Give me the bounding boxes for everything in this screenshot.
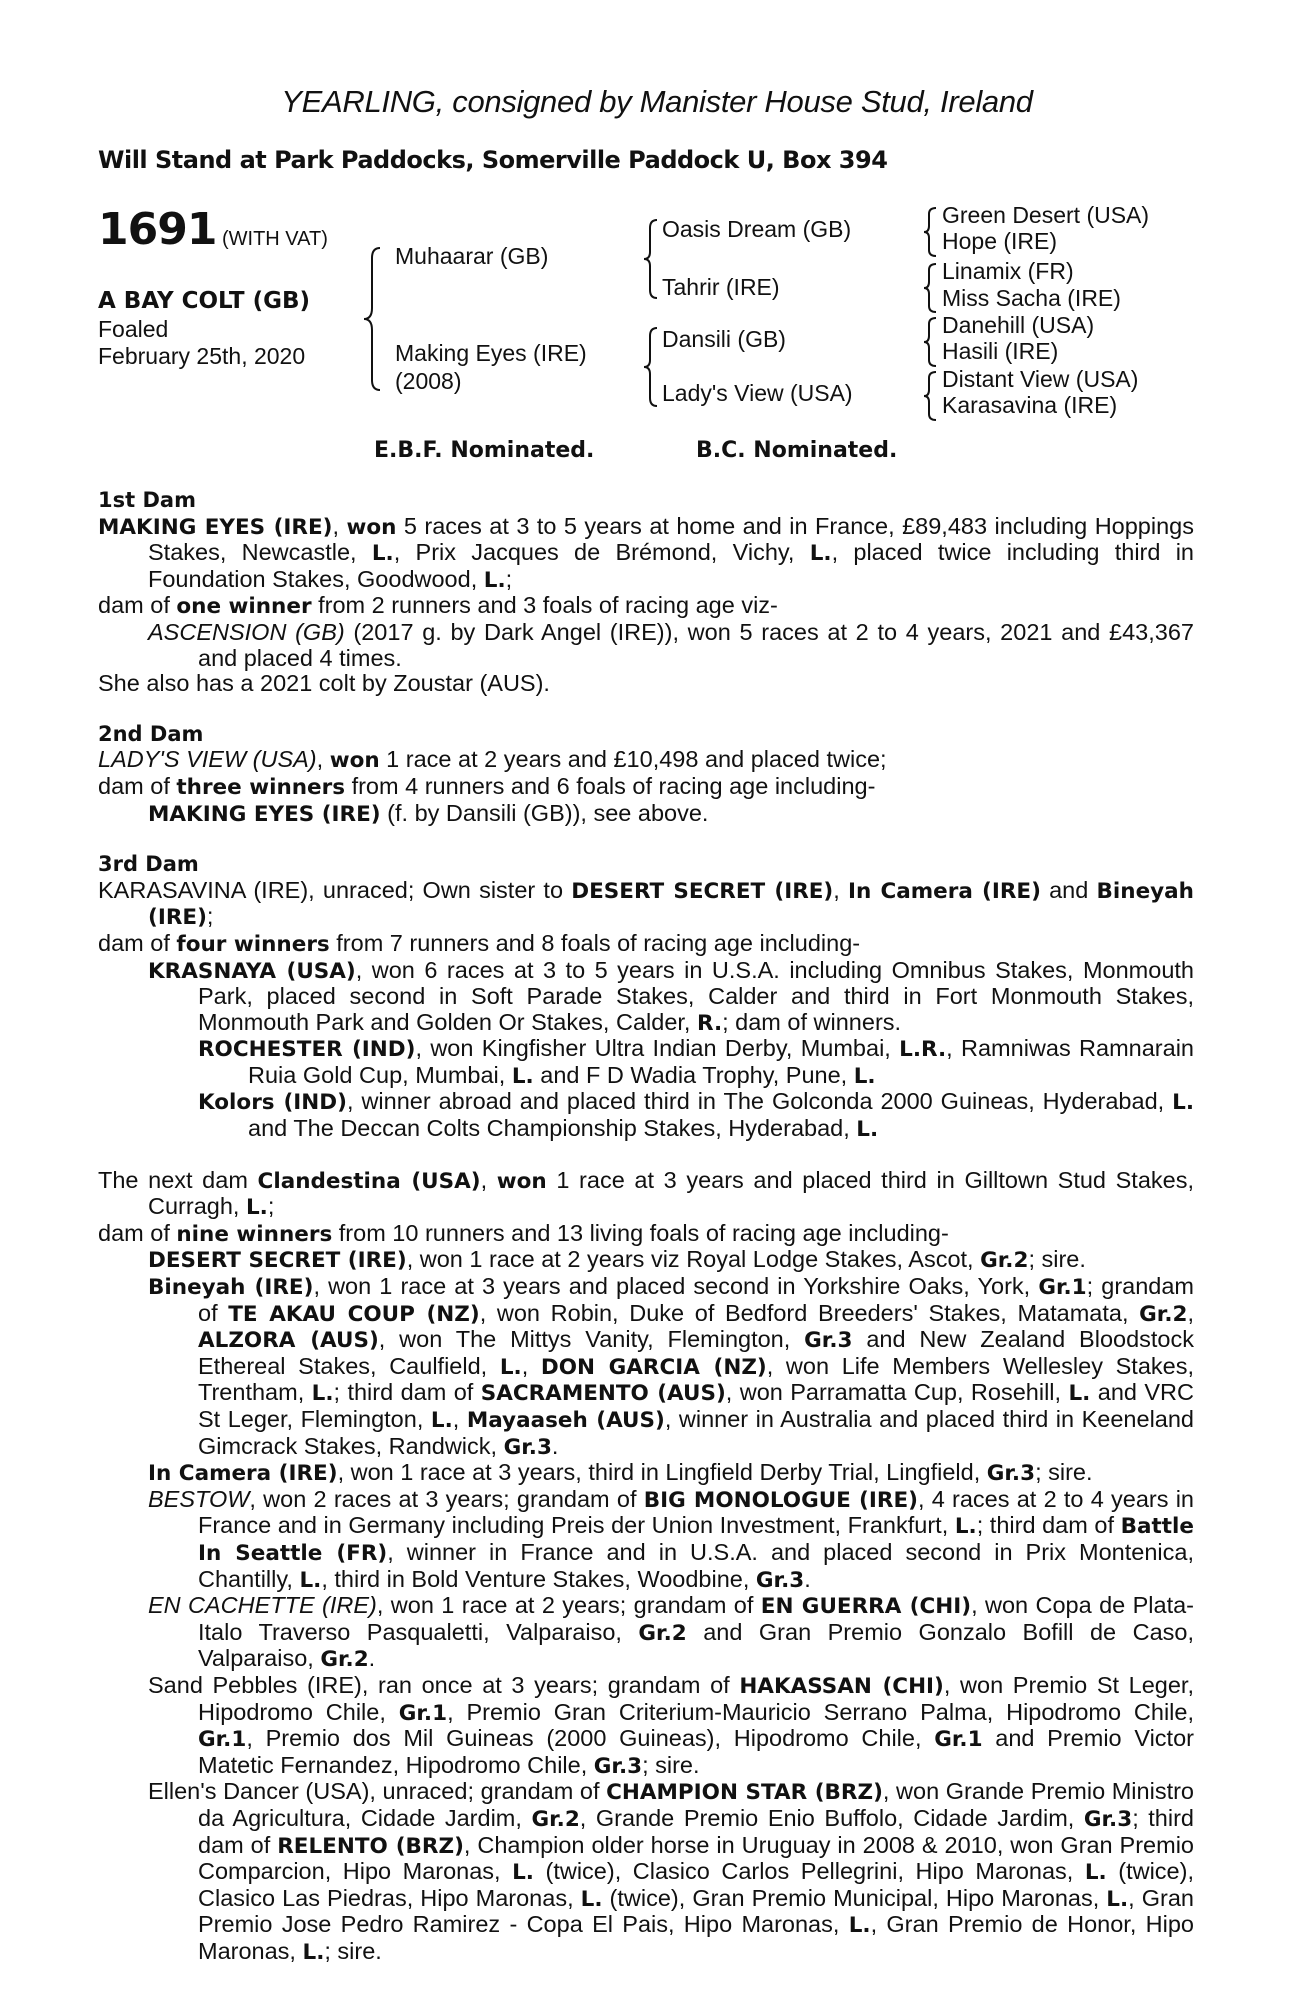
bold-text: TE AKAU COUP (NZ) — [228, 1301, 480, 1327]
consignor-heading: YEARLING, consigned by Manister House Stud, Ireland — [281, 84, 1033, 119]
text-run: , winner in Australia and placed third in Keeneland Gimcrack Stakes, Randwick, — [198, 1406, 1194, 1459]
bold-text: R. — [696, 1010, 723, 1036]
pedigree-g3-1: Green Desert (USA) — [942, 202, 1150, 228]
bold-text: Gr.3 — [755, 1567, 805, 1593]
text-run: , third in Bold Venture Stakes, Woodbine, — [321, 1565, 756, 1592]
bold-text: Gr.3 — [804, 1328, 853, 1354]
text-run: , won Kingfisher Ultra Indian Derby, Mumbai, — [415, 1035, 900, 1062]
text-run: ; — [505, 565, 513, 592]
bold-text: HAKASSAN (CHI) — [739, 1673, 944, 1699]
text-run: , won The Mittys Vanity, Flemington, — [378, 1326, 805, 1353]
section-gap — [98, 697, 1194, 722]
text-run: and Premio Victor Matetic Fernandez, Hipodromo Chile, — [198, 1725, 1194, 1778]
bold-text: Gr.1 — [198, 1727, 247, 1753]
bold-text: Bineyah (IRE) — [148, 878, 1194, 931]
text-run: dam of — [98, 772, 177, 799]
bold-text: EN GUERRA (CHI) — [760, 1594, 972, 1620]
progeny-record — [198, 1036, 1194, 1089]
bold-text: DON GARCIA (NZ) — [540, 1354, 767, 1380]
horse-name: A BAY COLT (GB) — [98, 288, 311, 314]
bold-text: L. — [299, 1567, 322, 1593]
bold-text: three winners — [176, 774, 346, 800]
pedigree-brace-g3-4 — [922, 370, 938, 422]
dam-record — [98, 774, 1194, 801]
dam-section — [98, 488, 1194, 697]
bold-text: CHAMPION STAR (BRZ) — [606, 1780, 883, 1806]
pedigree-g3-2: Hope (IRE) — [942, 228, 1058, 254]
text-run: , — [833, 876, 848, 903]
dam-name: Making Eyes (IRE) — [395, 340, 587, 366]
pedigree-brace-g3-1 — [922, 206, 938, 258]
text-run: 1 race at 2 years and £10,498 and placed twice; — [379, 746, 887, 773]
text-run: , Champion older horse in Uruguay in 2008 & 2010, won Gran Premio Comparcion, Hipo Maronas, — [198, 1831, 1194, 1885]
bold-text: nine winners — [176, 1221, 333, 1247]
dam-line-text — [98, 488, 1194, 1965]
text-run: , won Copa de Plata-Italo Traverso Pasqualetti, Valparaiso, — [198, 1592, 1194, 1645]
pedigree-g3-5: Danehill (USA) — [942, 312, 1095, 338]
dam-year: (2008) — [395, 368, 462, 394]
text-run: 5 races at 3 to 5 years at home and in France, £89,483 including Hoppings Stakes, Newcastle, — [148, 512, 1194, 566]
text-run: . — [368, 1645, 376, 1672]
text-run: and New Zealand Bloodstock Ethereal Stakes, Caulfield, — [198, 1326, 1194, 1379]
bold-text: Gr.1 — [1038, 1275, 1087, 1301]
text-run: , 4 races at 2 to 4 years in France and in Germany including Preis der Union Investment, Frankfurt, — [198, 1485, 1194, 1539]
pedigree-brace-dam — [642, 326, 660, 408]
text-run: , — [1187, 1299, 1194, 1326]
bold-text: L. — [1106, 1886, 1129, 1912]
text-run: , Grande Premio Enio Buffolo, Cidade Jardim, — [579, 1804, 1084, 1831]
text-run: from 2 runners and 3 foals of racing age viz- — [311, 592, 778, 619]
bold-text: one winner — [176, 594, 312, 620]
bold-text: won — [329, 748, 380, 774]
progeny-record — [148, 1460, 1194, 1487]
bold-text: DESERT SECRET (IRE) — [571, 878, 834, 904]
text-run: , — [521, 1352, 541, 1379]
bold-text: Mayaaseh (AUS) — [466, 1408, 665, 1433]
text-run: ; — [267, 1193, 275, 1220]
text-run: ; third dam of — [976, 1512, 1121, 1539]
text-run: . — [804, 1565, 811, 1592]
bold-text: ROCHESTER (IND) — [198, 1037, 416, 1063]
text-run: and F D Wadia Trophy, Pune, — [533, 1061, 854, 1088]
progeny-record — [148, 1274, 1194, 1460]
text-run: (f. by Dansili (GB)), see above. — [380, 799, 709, 826]
bold-text: won — [496, 1168, 547, 1194]
bold-text: Gr.3 — [986, 1461, 1036, 1487]
dam-section — [98, 697, 1194, 827]
text-run: , won 6 races at 3 to 5 years in U.S.A. including Omnibus Stakes, Monmouth Park, placed second in Soft Parade Stakes, Calder and third in Fort Monmouth Stakes, Monmouth Park and Golden Or Stakes, Calder, — [198, 956, 1194, 1035]
bold-text: Gr.1 — [934, 1727, 983, 1753]
pedigree-g3-4: Miss Sacha (IRE) — [942, 285, 1121, 311]
bold-text: L. — [1068, 1381, 1091, 1407]
bold-text: Bineyah (IRE) — [148, 1275, 314, 1301]
text-run: , won Grande Premio Ministro da Agricultura, Cidade Jardim, — [198, 1778, 1194, 1831]
progeny-record — [148, 1487, 1194, 1593]
text-run: ; third dam of — [333, 1379, 481, 1406]
bold-text: L.R. — [899, 1037, 947, 1063]
progeny-record — [198, 1089, 1194, 1142]
bold-text: L. — [1172, 1090, 1194, 1116]
section-heading: 1st Dam — [98, 488, 196, 512]
text-run: , Premio dos Mil Guineas (2000 Guineas), Hipodromo Chile, — [246, 1725, 935, 1752]
bold-text: L. — [848, 1913, 871, 1939]
vat-note: (WITH VAT) — [222, 228, 328, 250]
text-run: and — [1040, 876, 1097, 903]
section-gap — [98, 827, 1194, 852]
dam-sire: Dansili (GB) — [662, 326, 786, 352]
progeny-record — [148, 1247, 1194, 1274]
text-run: Sand Pebbles (IRE), ran once at 3 years; grandam of — [148, 1671, 740, 1698]
text-run: and Gran Premio Gonzalo Bofill de Caso, Valparaiso, — [198, 1618, 1194, 1672]
bold-text: L. — [1084, 1860, 1107, 1886]
progeny-record — [148, 801, 1194, 828]
bold-text: Gr.3 — [1083, 1806, 1133, 1832]
bold-text: Gr.2 — [980, 1248, 1029, 1274]
bold-text: ALZORA (AUS) — [198, 1328, 379, 1354]
dam-record — [98, 593, 1194, 620]
text-run: , winner in France and in U.S.A. and placed second in Prix Montenica, Chantilly, — [198, 1538, 1194, 1592]
bold-text: Gr.3 — [593, 1753, 643, 1779]
bold-text: L. — [430, 1408, 453, 1433]
dam-record — [98, 878, 1194, 931]
text-run: dam of — [98, 1219, 177, 1246]
bc-nomination: B.C. Nominated. — [696, 438, 898, 463]
text-run: . — [551, 1432, 559, 1459]
text-run: , — [332, 512, 347, 539]
bold-text: L. — [580, 1886, 603, 1912]
pedigree-brace-sire — [642, 218, 660, 300]
text-run: , winner abroad and placed third in The Golconda 2000 Guineas, Hyderabad, — [346, 1088, 1173, 1115]
text-run: and VRC St Leger, Flemington, — [198, 1379, 1194, 1432]
section-gap — [98, 1143, 1194, 1168]
bold-text: MAKING EYES (IRE) — [98, 514, 333, 540]
ebf-nomination: E.B.F. Nominated. — [374, 438, 595, 463]
text-run: , won Life Members Wellesley Stakes, Trentham, — [198, 1352, 1194, 1406]
pedigree-g3-7: Distant View (USA) — [942, 366, 1139, 392]
text-run: Ellen's Dancer (USA), unraced; grandam of — [148, 1778, 607, 1805]
dam-record — [98, 1168, 1194, 1221]
bold-text: RELENTO (BRZ) — [277, 1833, 464, 1859]
italic-text: LADY'S VIEW (USA) — [98, 746, 317, 773]
dam-record — [98, 747, 1194, 774]
text-run: KARASAVINA (IRE), unraced; Own sister to — [98, 876, 572, 903]
bold-text: four winners — [176, 931, 330, 957]
bold-text: MAKING EYES (IRE) — [148, 801, 381, 827]
dam-record — [98, 931, 1194, 958]
text-run: dam of — [98, 929, 177, 956]
stand-location: Will Stand at Park Paddocks, Somerville Paddock U, Box 394 — [98, 146, 888, 174]
text-run: , won Premio St Leger, Hipodromo Chile, — [198, 1671, 1194, 1725]
text-run: , — [316, 746, 330, 773]
text-run: dam of — [98, 592, 177, 619]
foaled-label: Foaled — [98, 316, 169, 342]
pedigree-brace-g3-3 — [922, 316, 938, 368]
bold-text: L. — [302, 1939, 325, 1965]
dam-record — [98, 1221, 1194, 1248]
dam-section — [98, 1143, 1194, 1966]
bold-text: L. — [371, 541, 394, 567]
italic-text: ASCENSION (GB) — [148, 618, 345, 645]
pedigree-g3-6: Hasili (IRE) — [942, 338, 1059, 364]
pedigree-brace-g3-2 — [922, 262, 938, 314]
text-run: , won 1 race at 2 years viz Royal Lodge Stakes, Ascot, — [406, 1246, 981, 1273]
bold-text: DESERT SECRET (IRE) — [148, 1248, 407, 1274]
text-run: ; third dam of — [198, 1804, 1194, 1858]
bold-text: BIG MONOLOGUE (IRE) — [643, 1487, 918, 1513]
text-run: , Gran Premio de Honor, Hipo Maronas, — [198, 1911, 1194, 1964]
progeny-record — [148, 1673, 1194, 1779]
text-run: She also has a 2021 colt by Zoustar (AUS). — [98, 670, 550, 697]
text-run: from 7 runners and 8 foals of racing age including- — [329, 929, 861, 956]
text-run: ; sire. — [642, 1751, 700, 1778]
progeny-record — [148, 1779, 1194, 1965]
text-run: , Prix Jacques de Brémond, Vichy, — [393, 539, 810, 566]
bold-text: L. — [809, 541, 832, 567]
text-run: (twice), Gran Premio Municipal, Hipo Maronas, — [602, 1884, 1107, 1911]
text-run: (twice), Clasico Las Piedras, Hipo Maronas, — [198, 1858, 1194, 1911]
text-run: , placed twice including third in Foundation Stakes, Goodwood, — [148, 539, 1194, 592]
bold-text: KRASNAYA (USA) — [148, 958, 356, 984]
text-run: The next dam — [98, 1166, 258, 1193]
bold-text: In Camera (IRE) — [148, 1461, 338, 1487]
bold-text: Clandestina (USA) — [257, 1168, 481, 1194]
bold-text: Gr.2 — [638, 1620, 687, 1646]
text-run: and The Deccan Colts Championship Stakes, Hyderabad, — [248, 1115, 857, 1142]
progeny-record — [148, 620, 1194, 671]
bold-text: Gr.1 — [398, 1700, 448, 1726]
text-run: , Gran Premio Jose Pedro Ramirez - Copa El Pais, Hipo Maronas, — [198, 1884, 1194, 1938]
bold-text: L. — [856, 1117, 879, 1143]
text-run: , won 2 races at 3 years; grandam of — [249, 1485, 644, 1512]
text-run: , — [452, 1406, 467, 1432]
sire-dam: Tahrir (IRE) — [662, 274, 780, 300]
bold-text: Kolors (IND) — [198, 1090, 347, 1116]
text-run: (2017 g. by Dark Angel (IRE)), won 5 races at 2 to 4 years, 2021 and £43,367 and placed 4 times. — [198, 618, 1194, 671]
pedigree-brace-main — [362, 246, 384, 392]
bold-text: Gr.3 — [503, 1434, 552, 1460]
bold-text: Gr.2 — [531, 1806, 580, 1832]
text-run: , Premio Gran Criterium-Mauricio Serrano Palma, Hipodromo Chile, — [447, 1698, 1194, 1725]
italic-text: BESTOW — [148, 1485, 250, 1512]
dam-dam: Lady's View (USA) — [662, 380, 853, 406]
foaled-date: February 25th, 2020 — [98, 343, 306, 369]
progeny-record — [148, 1593, 1194, 1673]
text-run: ; dam of winners. — [722, 1008, 902, 1035]
sire-sire: Oasis Dream (GB) — [662, 216, 852, 242]
text-run: 1 race at 3 years and placed third in Gilltown Stud Stakes, Curragh, — [148, 1166, 1195, 1220]
text-run: ; sire. — [1035, 1459, 1093, 1486]
italic-text: EN CACHETTE (IRE) — [148, 1592, 377, 1619]
text-run: , — [480, 1166, 497, 1193]
bold-text: L. — [511, 1063, 534, 1089]
dam-record — [98, 671, 1194, 697]
section-heading: 2nd Dam — [98, 721, 204, 746]
dam-section — [98, 827, 1194, 1143]
text-run: , won 1 race at 2 years; grandam of — [376, 1592, 761, 1619]
bold-text: SACRAMENTO (AUS) — [480, 1381, 726, 1407]
text-run: , won Robin, Duke of Bedford Breeders' Stakes, Matamata, — [479, 1299, 1140, 1326]
dam-record — [98, 514, 1194, 594]
bold-text: L. — [853, 1063, 876, 1089]
pedigree-g3-8: Karasavina (IRE) — [942, 392, 1118, 418]
bold-text: L. — [954, 1514, 977, 1540]
pedigree-g3-3: Linamix (FR) — [942, 258, 1074, 284]
bold-text: In Camera (IRE) — [848, 878, 1041, 904]
text-run: , Ramniwas Ramnarain Ruia Gold Cup, Mumbai, — [248, 1035, 1194, 1088]
text-run: (twice), Clasico Carlos Pellegrini, Hipo Maronas, — [533, 1858, 1085, 1885]
bold-text: Gr.2 — [1139, 1301, 1188, 1327]
text-run: from 10 runners and 13 living foals of racing age including- — [332, 1219, 949, 1246]
bold-text: won — [346, 514, 397, 540]
progeny-record — [148, 958, 1194, 1037]
text-run: ; sire. — [1028, 1246, 1086, 1273]
bold-text: L. — [512, 1860, 534, 1886]
bold-text: L. — [245, 1195, 268, 1221]
bold-text: L. — [483, 567, 506, 593]
bold-text: Gr.2 — [320, 1647, 369, 1673]
lot-number: 1691 — [98, 204, 217, 255]
sire-name: Muhaarar (GB) — [395, 243, 549, 269]
text-run: , won 1 race at 3 years, third in Lingfield Derby Trial, Lingfield, — [337, 1459, 987, 1486]
foaled-info — [98, 316, 305, 370]
text-run: from 4 runners and 6 foals of racing age including- — [345, 772, 876, 799]
text-run: , won Parramatta Cup, Rosehill, — [725, 1379, 1069, 1406]
bold-text: Battle In Seattle (FR) — [198, 1514, 1194, 1566]
text-run: ; — [206, 903, 214, 930]
text-run: ; sire. — [324, 1937, 382, 1964]
bold-text: L. — [499, 1354, 522, 1380]
text-run: ; grandam of — [198, 1273, 1195, 1326]
section-heading: 3rd Dam — [98, 852, 199, 877]
text-run: , won 1 race at 3 years and placed second in Yorkshire Oaks, York, — [313, 1273, 1039, 1300]
bold-text: L. — [311, 1381, 334, 1407]
